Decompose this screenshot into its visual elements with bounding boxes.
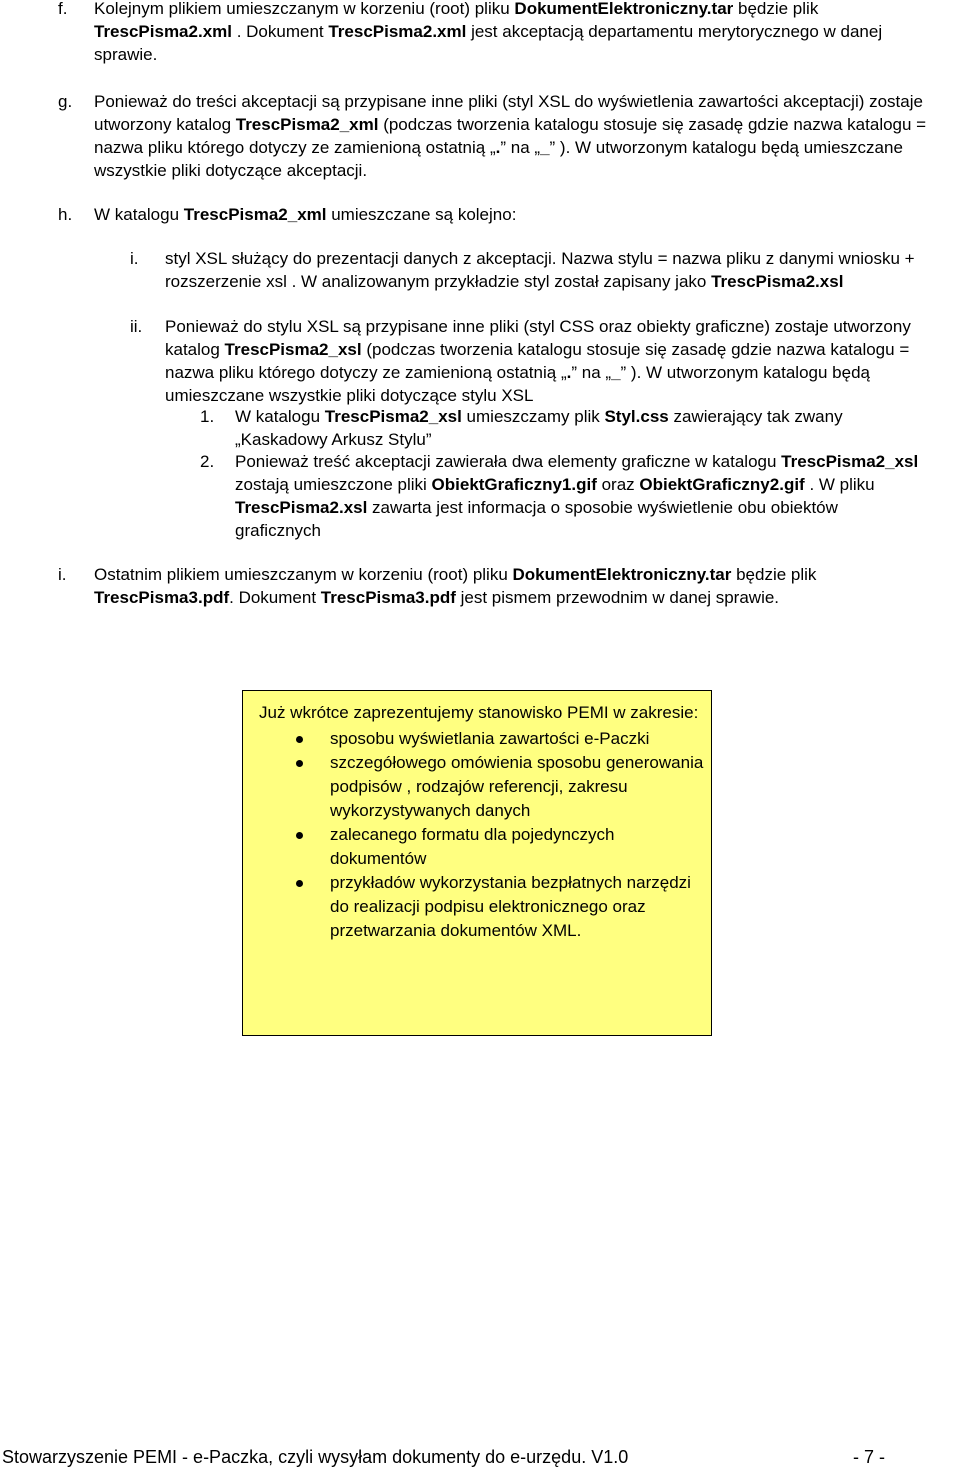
list-item-h-i (130, 247, 930, 293)
paragraph: W katalogu TrescPisma2_xsl umieszczamy plik Styl.css zawierający tak zwany „Kaskadowy Arkusz Stylu” (235, 407, 843, 449)
list-marker: 2. (200, 452, 215, 471)
list-marker: h. (58, 205, 73, 224)
list-marker: ii. (130, 317, 143, 336)
paragraph: Ponieważ do treści akceptacji są przypisane inne pliki (styl XSL do wyświetlenia zawartości akceptacji) zostaje utworzony katalog TrescPisma2_xml (podczas tworzenia katalogu stosuje się zasadę gdzie nazwa katalogu = nazwa pliku którego dotyczy ze zamienioną ostatnią „.” na „_” ). W utworzonym katalogu będą umieszczane wszystkie pliki dotyczące akceptacji. (94, 92, 927, 180)
notice-heading: Już wkrótce zaprezentujemy stanowisko PEMI w zakresie: (259, 703, 699, 722)
notice-bullet: sposobu wyświetlania zawartości e-Paczki (259, 727, 711, 751)
bullet-icon (296, 736, 303, 743)
list-item-i (58, 563, 938, 609)
paragraph: Ponieważ treść akceptacji zawierała dwa elementy graficzne w katalogu TrescPisma2_xsl zostają umieszczone pliki ObiektGraficzny1.gif oraz ObiektGraficzny2.gif . W pliku TrescPisma2.xsl zawarta jest informacja o sposobie wyświetlenie obu obiektów graficznych (235, 452, 919, 540)
paragraph: Ostatnim plikiem umieszczanym w korzeniu (root) pliku DokumentElektroniczny.tar będzie plik TrescPisma3.pdf. Dokument TrescPisma3.pdf jest pismem przewodnim w danej sprawie. (94, 565, 817, 607)
footer-text: Stowarzyszenie PEMI - e-Paczka, czyli wysyłam dokumenty do e-urzędu. V1.0 (2, 1447, 629, 1467)
list-marker: i. (58, 565, 67, 584)
list-item-h (58, 203, 938, 226)
paragraph: Ponieważ do stylu XSL są przypisane inne pliki (styl CSS oraz obiekty graficzne) zostaje utworzony katalog TrescPisma2_xsl (podczas tworzenia katalogu stosuje się zasadę gdzie nazwa katalogu = nazwa pliku którego dotyczy ze zamienioną ostatnią „.” na „_” ). W utworzonym katalogu będą umieszczane wszystkie pliki dotyczące stylu XSL (165, 317, 911, 405)
notice-list (259, 727, 711, 943)
notice-bullet: szczegółowego omówienia sposobu generowania podpisów , rodzajów referencji, zakresu wykorzystywanych danych (259, 751, 711, 823)
list-item-h-ii-2 (200, 450, 920, 542)
list-marker: 1. (200, 407, 215, 426)
bullet-icon (296, 880, 303, 887)
list-item-f (58, 0, 938, 66)
list-item-h-ii (130, 315, 930, 407)
list-marker: i. (130, 249, 139, 268)
notice-bullet: przykładów wykorzystania bezpłatnych narzędzi do realizacji podpisu elektronicznego oraz przetwarzania dokumentów XML. (259, 871, 711, 943)
page-footer (2, 1446, 958, 1469)
paragraph: styl XSL służący do prezentacji danych z akceptacji. Nazwa stylu = nazwa pliku z danymi wniosku + rozszerzenie xsl . W analizowanym przykładzie styl został zapisany jako TrescPisma2.xsl (165, 249, 915, 291)
list-item-h-ii-1 (200, 405, 920, 451)
paragraph: Kolejnym plikiem umieszczanym w korzeniu (root) pliku DokumentElektroniczny.tar będzie plik TrescPisma2.xml . Dokument TrescPisma2.xml jest akceptacją departamentu merytorycznego w danej sprawie. (94, 0, 883, 64)
list-marker: f. (58, 0, 68, 18)
page-number: - 7 - (853, 1447, 886, 1467)
bullet-icon (296, 832, 303, 839)
notice-bullet: zalecanego formatu dla pojedynczych dokumentów (259, 823, 711, 871)
list-marker: g. (58, 92, 73, 111)
notice-box (242, 690, 712, 1036)
list-item-g (58, 90, 938, 182)
paragraph: W katalogu TrescPisma2_xml umieszczane są kolejno: (94, 205, 517, 224)
bullet-icon (296, 760, 303, 767)
